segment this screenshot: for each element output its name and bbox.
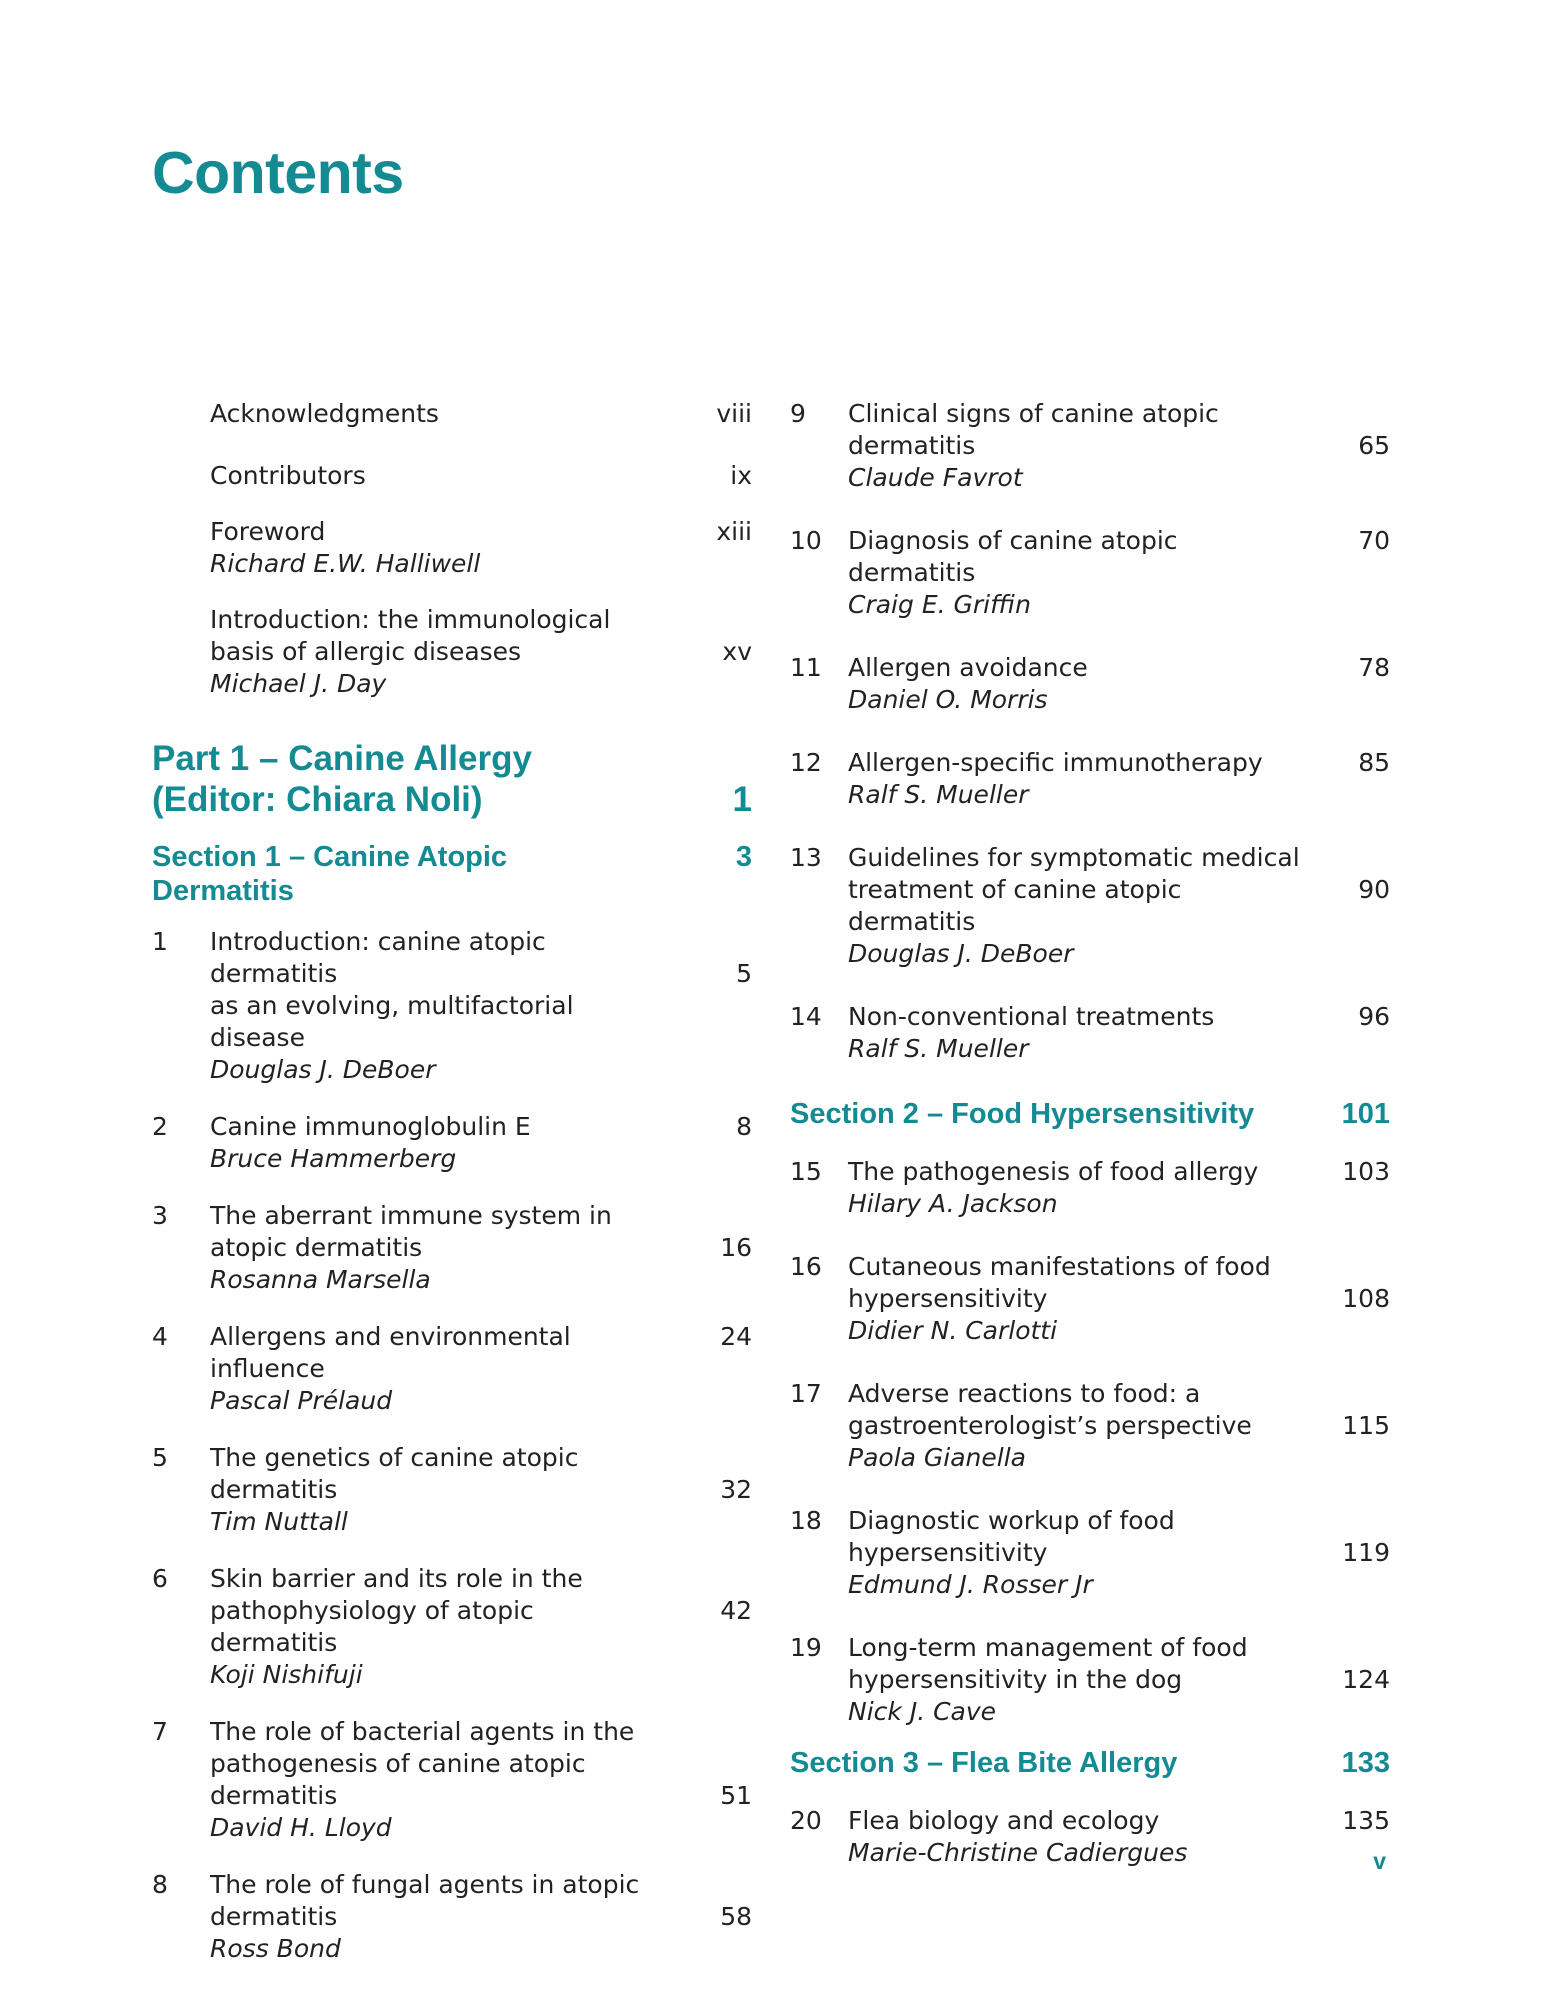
page-number: 70: [1358, 526, 1390, 555]
toc-entry: [790, 525, 1390, 621]
toc-entry: [790, 1505, 1390, 1601]
entry-text: [210, 1200, 662, 1296]
entry-author: Richard E.W. Halliwell: [210, 549, 481, 578]
section-heading: [152, 840, 752, 908]
page-number: 119: [1342, 1538, 1390, 1567]
toc-entry: [152, 1442, 752, 1538]
toc-entry: [152, 604, 752, 700]
entry-author: Michael J. Day: [210, 669, 387, 698]
chapter-number: 13: [790, 843, 822, 872]
page-number: 24: [720, 1322, 752, 1351]
chapter-number: 17: [790, 1379, 822, 1408]
entry-text: [848, 1505, 1300, 1601]
toc-entry: [152, 1111, 752, 1175]
entry-title: Adverse reactions to food: a gastroenterologist’s perspective: [848, 1379, 1252, 1440]
page-number: 85: [1358, 748, 1390, 777]
chapter-number: 15: [790, 1157, 822, 1186]
toc-right-column: [790, 398, 1390, 1869]
entry-title: Contributors: [210, 461, 366, 490]
entry-text: [210, 1869, 662, 1965]
entry-text: [210, 926, 662, 1086]
entry-author: Ross Bond: [210, 1934, 341, 1963]
entry-title: Acknowledgments: [210, 399, 439, 428]
chapter-number: 12: [790, 748, 822, 777]
page-number: 32: [720, 1475, 752, 1504]
entry-title: Flea biology and ecology: [848, 1806, 1160, 1835]
entry-title: The genetics of canine atopic dermatitis: [210, 1443, 579, 1504]
entry-text: [210, 1563, 662, 1691]
entry-author: Hilary A. Jackson: [848, 1189, 1058, 1218]
entry-text: [210, 1321, 662, 1417]
chapter-number: 18: [790, 1506, 822, 1535]
page-number: 65: [1358, 431, 1390, 460]
chapter-number: 10: [790, 526, 822, 555]
toc-entry: [152, 1716, 752, 1844]
entry-text: [848, 652, 1300, 716]
chapter-number: 14: [790, 1002, 822, 1031]
entry-title: Allergen avoidance: [848, 653, 1088, 682]
entry-author: Edmund J. Rosser Jr: [848, 1570, 1093, 1599]
entry-text: [210, 1111, 662, 1175]
part-heading: [152, 738, 752, 820]
page-number: 5: [736, 959, 752, 988]
page-number: viii: [716, 399, 752, 428]
toc-entry: [152, 460, 752, 492]
chapter-number: 20: [790, 1806, 822, 1835]
entry-author: Pascal Prélaud: [210, 1386, 393, 1415]
entry-author: Ralf S. Mueller: [848, 780, 1029, 809]
entry-author: Ralf S. Mueller: [848, 1034, 1029, 1063]
section-title: Section 2 – Food Hypersensitivity: [790, 1098, 1255, 1130]
entry-author: Craig E. Griffin: [848, 590, 1031, 619]
entry-text: [848, 525, 1300, 621]
chapter-number: 6: [152, 1564, 168, 1593]
entry-title: Long-term management of food hypersensitivity in the dog: [848, 1633, 1248, 1694]
entry-title: The role of fungal agents in atopic dermatitis: [210, 1870, 640, 1931]
entry-title: Guidelines for symptomatic medical treatment of canine atopic dermatitis: [848, 843, 1300, 936]
entry-title: Allergen-specific immunotherapy: [848, 748, 1263, 777]
entry-author: Douglas J. DeBoer: [848, 939, 1074, 968]
page-number: 42: [720, 1596, 752, 1625]
entry-text: [848, 1378, 1300, 1474]
toc-entry: [790, 652, 1390, 716]
entry-text: [848, 1251, 1300, 1347]
entry-author: David H. Lloyd: [210, 1813, 392, 1842]
entry-author: Tim Nuttall: [210, 1507, 348, 1536]
page-number: 78: [1358, 653, 1390, 682]
toc-left-column: [152, 398, 752, 1965]
toc-entry: [790, 747, 1390, 811]
entry-author: Bruce Hammerberg: [210, 1144, 457, 1173]
toc-entry: [790, 1001, 1390, 1065]
entry-author: Marie-Christine Cadiergues: [848, 1838, 1188, 1867]
page-number: 16: [720, 1233, 752, 1262]
page-number: xv: [722, 637, 752, 666]
entry-text: [848, 747, 1300, 811]
chapter-number: 8: [152, 1870, 168, 1899]
toc-entry: [152, 398, 752, 430]
chapter-number: 2: [152, 1112, 168, 1141]
entry-title: Allergens and environmental influence: [210, 1322, 571, 1383]
entry-text: [210, 1442, 662, 1538]
entry-author: Paola Gianella: [848, 1443, 1026, 1472]
page-number: 51: [720, 1781, 752, 1810]
section-title: Section 1 – Canine Atopic Dermatitis: [152, 841, 508, 907]
toc-entry: [152, 1563, 752, 1691]
chapter-number: 3: [152, 1201, 168, 1230]
entry-text: [848, 1632, 1300, 1728]
page-title: Contents: [152, 140, 404, 206]
toc-entry: [152, 926, 752, 1086]
chapter-number: 19: [790, 1633, 822, 1662]
toc-entry: [152, 1200, 752, 1296]
chapter-number: 5: [152, 1443, 168, 1472]
entry-author: Daniel O. Morris: [848, 685, 1048, 714]
part-page-number: 1: [732, 780, 752, 819]
section-heading: [790, 1746, 1390, 1780]
chapter-number: 7: [152, 1717, 168, 1746]
entry-title: Non-conventional treatments: [848, 1002, 1215, 1031]
toc-entry: [790, 842, 1390, 970]
chapter-number: 16: [790, 1252, 822, 1281]
page-number: ix: [730, 461, 752, 490]
page-number: 115: [1342, 1411, 1390, 1440]
section-heading: [790, 1097, 1390, 1131]
entry-title: The role of bacterial agents in the pathogenesis of canine atopic dermatitis: [210, 1717, 635, 1810]
entry-author: Didier N. Carlotti: [848, 1316, 1058, 1345]
entry-text: [848, 1156, 1300, 1220]
page-number: 90: [1358, 875, 1390, 904]
section-page-number: 101: [1341, 1098, 1390, 1130]
page-number: 135: [1342, 1806, 1390, 1835]
toc-entry: [790, 398, 1390, 494]
entry-text: [210, 398, 662, 430]
toc-entry: [152, 1321, 752, 1417]
entry-title: Introduction: canine atopic dermatitis as an evolving, multifactorial disease: [210, 927, 574, 1052]
entry-author: Nick J. Cave: [848, 1697, 997, 1726]
entry-title: Foreword: [210, 517, 326, 546]
section-page-number: 133: [1341, 1747, 1390, 1779]
entry-text: [848, 842, 1300, 970]
entry-text: [210, 604, 662, 700]
page-number: 58: [720, 1902, 752, 1931]
entry-author: Claude Favrot: [848, 463, 1023, 492]
entry-text: [848, 1001, 1300, 1065]
entry-text: [210, 460, 662, 492]
entry-text: [848, 398, 1300, 494]
toc-entry: [790, 1378, 1390, 1474]
page-number: 8: [736, 1112, 752, 1141]
page-number: 108: [1342, 1284, 1390, 1313]
part-title: Part 1 – Canine Allergy (Editor: Chiara Noli): [152, 739, 532, 819]
section-title: Section 3 – Flea Bite Allergy: [790, 1747, 1178, 1779]
entry-title: Diagnostic workup of food hypersensitivity: [848, 1506, 1175, 1567]
entry-title: Skin barrier and its role in the pathophysiology of atopic dermatitis: [210, 1564, 583, 1657]
entry-title: The aberrant immune system in atopic dermatitis: [210, 1201, 612, 1262]
page-number: 103: [1342, 1157, 1390, 1186]
page-number: 124: [1342, 1665, 1390, 1694]
entry-author: Rosanna Marsella: [210, 1265, 431, 1294]
toc-entry: [790, 1632, 1390, 1728]
entry-title: The pathogenesis of food allergy: [848, 1157, 1259, 1186]
section-page-number: 3: [735, 841, 752, 873]
toc-entry: [790, 1805, 1390, 1869]
entry-author: Koji Nishifuji: [210, 1660, 363, 1689]
entry-text: [848, 1805, 1300, 1869]
chapter-number: 1: [152, 927, 168, 956]
chapter-number: 9: [790, 399, 806, 428]
chapter-number: 11: [790, 653, 822, 682]
entry-text: [210, 1716, 662, 1844]
chapter-number: 4: [152, 1322, 168, 1351]
entry-title: Diagnosis of canine atopic dermatitis: [848, 526, 1178, 587]
entry-title: Introduction: the immunological basis of allergic diseases: [210, 605, 611, 666]
entry-title: Canine immunoglobulin E: [210, 1112, 531, 1141]
toc-entry: [790, 1251, 1390, 1347]
entry-title: Cutaneous manifestations of food hypersensitivity: [848, 1252, 1271, 1313]
toc-entry: [152, 516, 752, 580]
toc-entry: [790, 1156, 1390, 1220]
page-folio: v: [1373, 1848, 1386, 1874]
page-number: xiii: [716, 517, 752, 546]
entry-title: Clinical signs of canine atopic dermatitis: [848, 399, 1219, 460]
entry-text: [210, 516, 662, 580]
page-number: 96: [1358, 1002, 1390, 1031]
entry-author: Douglas J. DeBoer: [210, 1055, 436, 1084]
toc-entry: [152, 1869, 752, 1965]
